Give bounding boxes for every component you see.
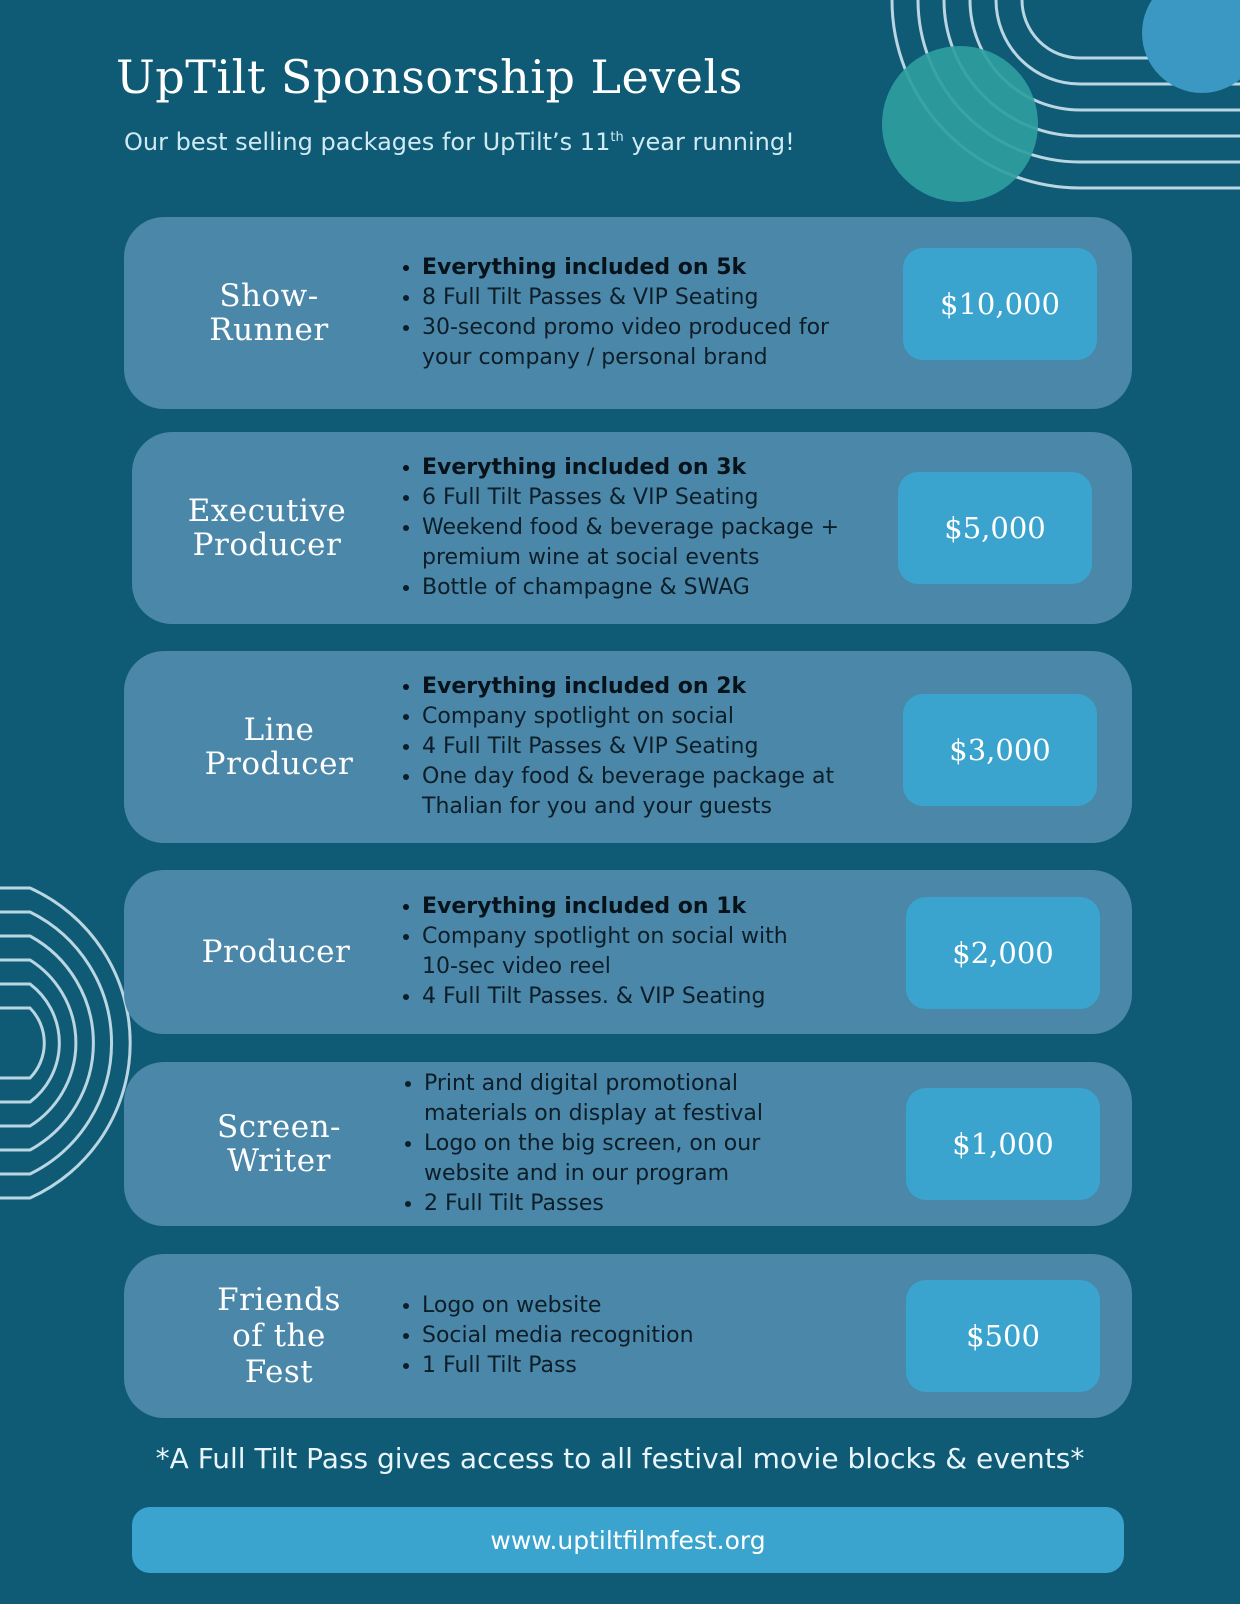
tier-benefits xyxy=(396,1062,876,1226)
tier-card-show-runner xyxy=(124,217,1132,409)
benefit-list xyxy=(394,253,842,373)
benefit-item: • 1 Full Tilt Pass xyxy=(422,1351,694,1381)
tier-price-badge: $1,000 xyxy=(906,1088,1100,1200)
tier-benefits xyxy=(394,870,874,1034)
benefit-item: • 8 Full Tilt Passes & VIP Seating xyxy=(422,283,842,313)
tier-benefits xyxy=(394,1254,874,1418)
benefit-list xyxy=(394,1291,694,1381)
benefit-list xyxy=(394,453,852,603)
tier-card-executive-producer xyxy=(132,432,1132,624)
benefit-item: • Logo on the big screen, on our website and in our program xyxy=(424,1129,804,1189)
decorative-circle-blue xyxy=(1142,0,1240,93)
tier-price-badge: $5,000 xyxy=(898,472,1092,584)
benefit-item: • Bottle of champagne & SWAG xyxy=(422,573,852,603)
benefit-item: • Print and digital promotional materials on display at festival xyxy=(424,1069,784,1129)
benefit-item: • Logo on website xyxy=(422,1291,694,1321)
tier-level-name: Show- Runner xyxy=(209,278,329,348)
benefit-item: • Company spotlight on social with 10-sec video reel xyxy=(422,922,822,982)
tier-level-name: Executive Producer xyxy=(187,493,347,563)
decorative-circle-teal xyxy=(882,46,1038,202)
tier-benefits xyxy=(394,432,884,624)
benefit-item: • Social media recognition xyxy=(422,1321,694,1351)
tier-card-screen-writer xyxy=(124,1062,1132,1226)
benefit-item: • Everything included on 3k xyxy=(422,453,852,483)
benefit-item: • 30-second promo video produced for your company / personal brand xyxy=(422,313,842,373)
benefit-item: • 6 Full Tilt Passes & VIP Seating xyxy=(422,483,852,513)
page-title: UpTilt Sponsorship Levels xyxy=(116,50,743,104)
benefit-item: • Everything included on 1k xyxy=(422,892,822,922)
tier-price-badge: $10,000 xyxy=(903,248,1097,360)
tier-card-producer xyxy=(124,870,1132,1034)
benefit-list xyxy=(394,892,822,1012)
page-subtitle: Our best selling packages for UpTilt’s 11th year running! xyxy=(124,128,795,156)
full-tilt-pass-footnote: *A Full Tilt Pass gives access to all festival movie blocks & events* xyxy=(155,1442,1085,1475)
benefit-item: • Company spotlight on social xyxy=(422,702,842,732)
benefit-item: • 4 Full Tilt Passes & VIP Seating xyxy=(422,732,842,762)
benefit-list xyxy=(394,672,842,822)
tier-price-badge: $500 xyxy=(906,1280,1100,1392)
tier-benefits xyxy=(394,651,874,843)
tier-level-name: Line Producer xyxy=(204,712,354,782)
benefit-item: • 4 Full Tilt Passes. & VIP Seating xyxy=(422,982,822,1012)
tier-price-badge: $2,000 xyxy=(906,897,1100,1009)
tier-card-line-producer xyxy=(124,651,1132,843)
benefit-item: • One day food & beverage package at Thalian for you and your guests xyxy=(422,762,842,822)
tier-benefits xyxy=(394,217,874,409)
tier-price-badge: $3,000 xyxy=(903,694,1097,806)
benefit-item: • Everything included on 2k xyxy=(422,672,842,702)
tier-level-name: Friends of the Fest xyxy=(217,1282,341,1390)
benefit-item: • 2 Full Tilt Passes xyxy=(424,1189,804,1219)
tier-card-friends-of-the-fest xyxy=(124,1254,1132,1418)
benefit-list xyxy=(396,1069,804,1219)
benefit-item: • Everything included on 5k xyxy=(422,253,842,283)
benefit-item: • Weekend food & beverage package + premium wine at social events xyxy=(422,513,852,573)
tier-level-name: Producer xyxy=(201,934,351,970)
tier-level-name: Screen- Writer xyxy=(216,1109,342,1179)
website-link[interactable]: www.uptiltfilmfest.org xyxy=(132,1507,1124,1573)
